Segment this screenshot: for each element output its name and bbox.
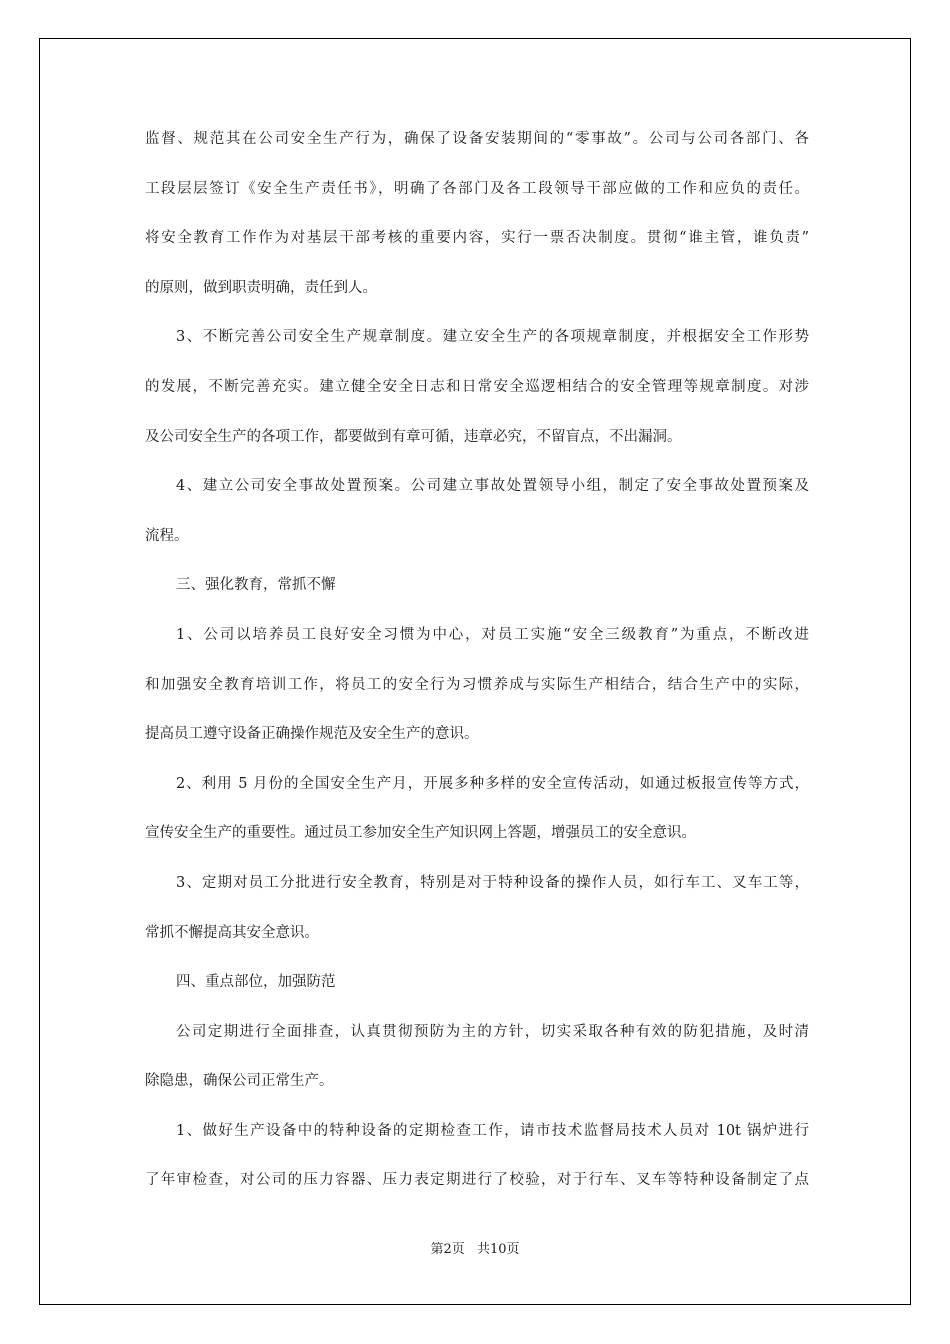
text-line: 4、建立公司安全事故处置预案。公司建立事故处置领导小组，制定了安全事故处置预案及	[176, 478, 809, 495]
text-line: 及公司安全生产的各项工作，都要做到有章可循，违章必究，不留盲点，不出漏洞。	[145, 428, 682, 445]
page-number: 第2页	[430, 1242, 465, 1257]
page-total: 共10页	[476, 1242, 520, 1257]
text-line: 监督、规范其在公司安全生产行为，确保了设备安装期间的“零事故”。公司与公司各部门、各	[145, 131, 809, 147]
text-line: 工段层层签订《安全生产责任书》，明确了各部门及各工段领导干部应做的工作和应负的责任。	[145, 180, 809, 197]
text-line: 3、不断完善公司安全生产规章制度。建立安全生产的各项规章制度，并根据安全工作形势	[176, 329, 809, 346]
text-line: 流程。	[145, 527, 189, 544]
text-line: 常抓不懈提高其安全意识。	[145, 924, 319, 941]
text-line: 除隐患，确保公司正常生产。	[145, 1073, 334, 1090]
text-line: 了年审检查，对公司的压力容器、压力表定期进行了校验，对于行车、叉车等特种设备制定了点	[145, 1172, 809, 1189]
text-line: 将安全教育工作作为对基层干部考核的重要内容，实行一票否决制度。贯彻“谁主管，谁负责”	[145, 230, 809, 247]
text-line: 的原则，做到职责明确，责任到人。	[145, 279, 377, 296]
text-line: 1、公司以培养员工良好安全习惯为中心，对员工实施“安全三级教育”为重点，不断改进	[176, 626, 809, 643]
text-line: 提高员工遵守设备正确操作规范及安全生产的意识。	[145, 726, 479, 743]
text-line: 三、强化教育，常抓不懈	[176, 577, 336, 594]
text-line: 1、做好生产设备中的特种设备的定期检查工作，请市技术监督局技术人员对 10t 锅炉进行	[176, 1122, 809, 1139]
text-line: 公司定期进行全面排查，认真贯彻预防为主的方针，切实采取各种有效的防犯措施，及时清	[176, 1023, 809, 1040]
page-footer	[0, 1238, 950, 1257]
document-body	[145, 119, 809, 1210]
text-line: 和加强安全教育培训工作，将员工的安全行为习惯养成与实际生产相结合，结合生产中的实际，	[145, 676, 809, 693]
text-line: 四、重点部位，加强防范	[176, 974, 336, 991]
text-line: 宣传安全生产的重要性。通过员工参加安全生产知识网上答题，增强员工的安全意识。	[145, 825, 696, 842]
text-line: 3、定期对员工分批进行安全教育，特别是对于特种设备的操作人员，如行车工、叉车工等，	[176, 874, 809, 891]
text-line: 2、利用 5 月份的全国安全生产月，开展多种多样的安全宣传活动，如通过板报宣传等方式，	[176, 775, 809, 792]
text-line: 的发展，不断完善充实。建立健全安全日志和日常安全巡逻相结合的安全管理等规章制度。对涉	[145, 378, 809, 395]
